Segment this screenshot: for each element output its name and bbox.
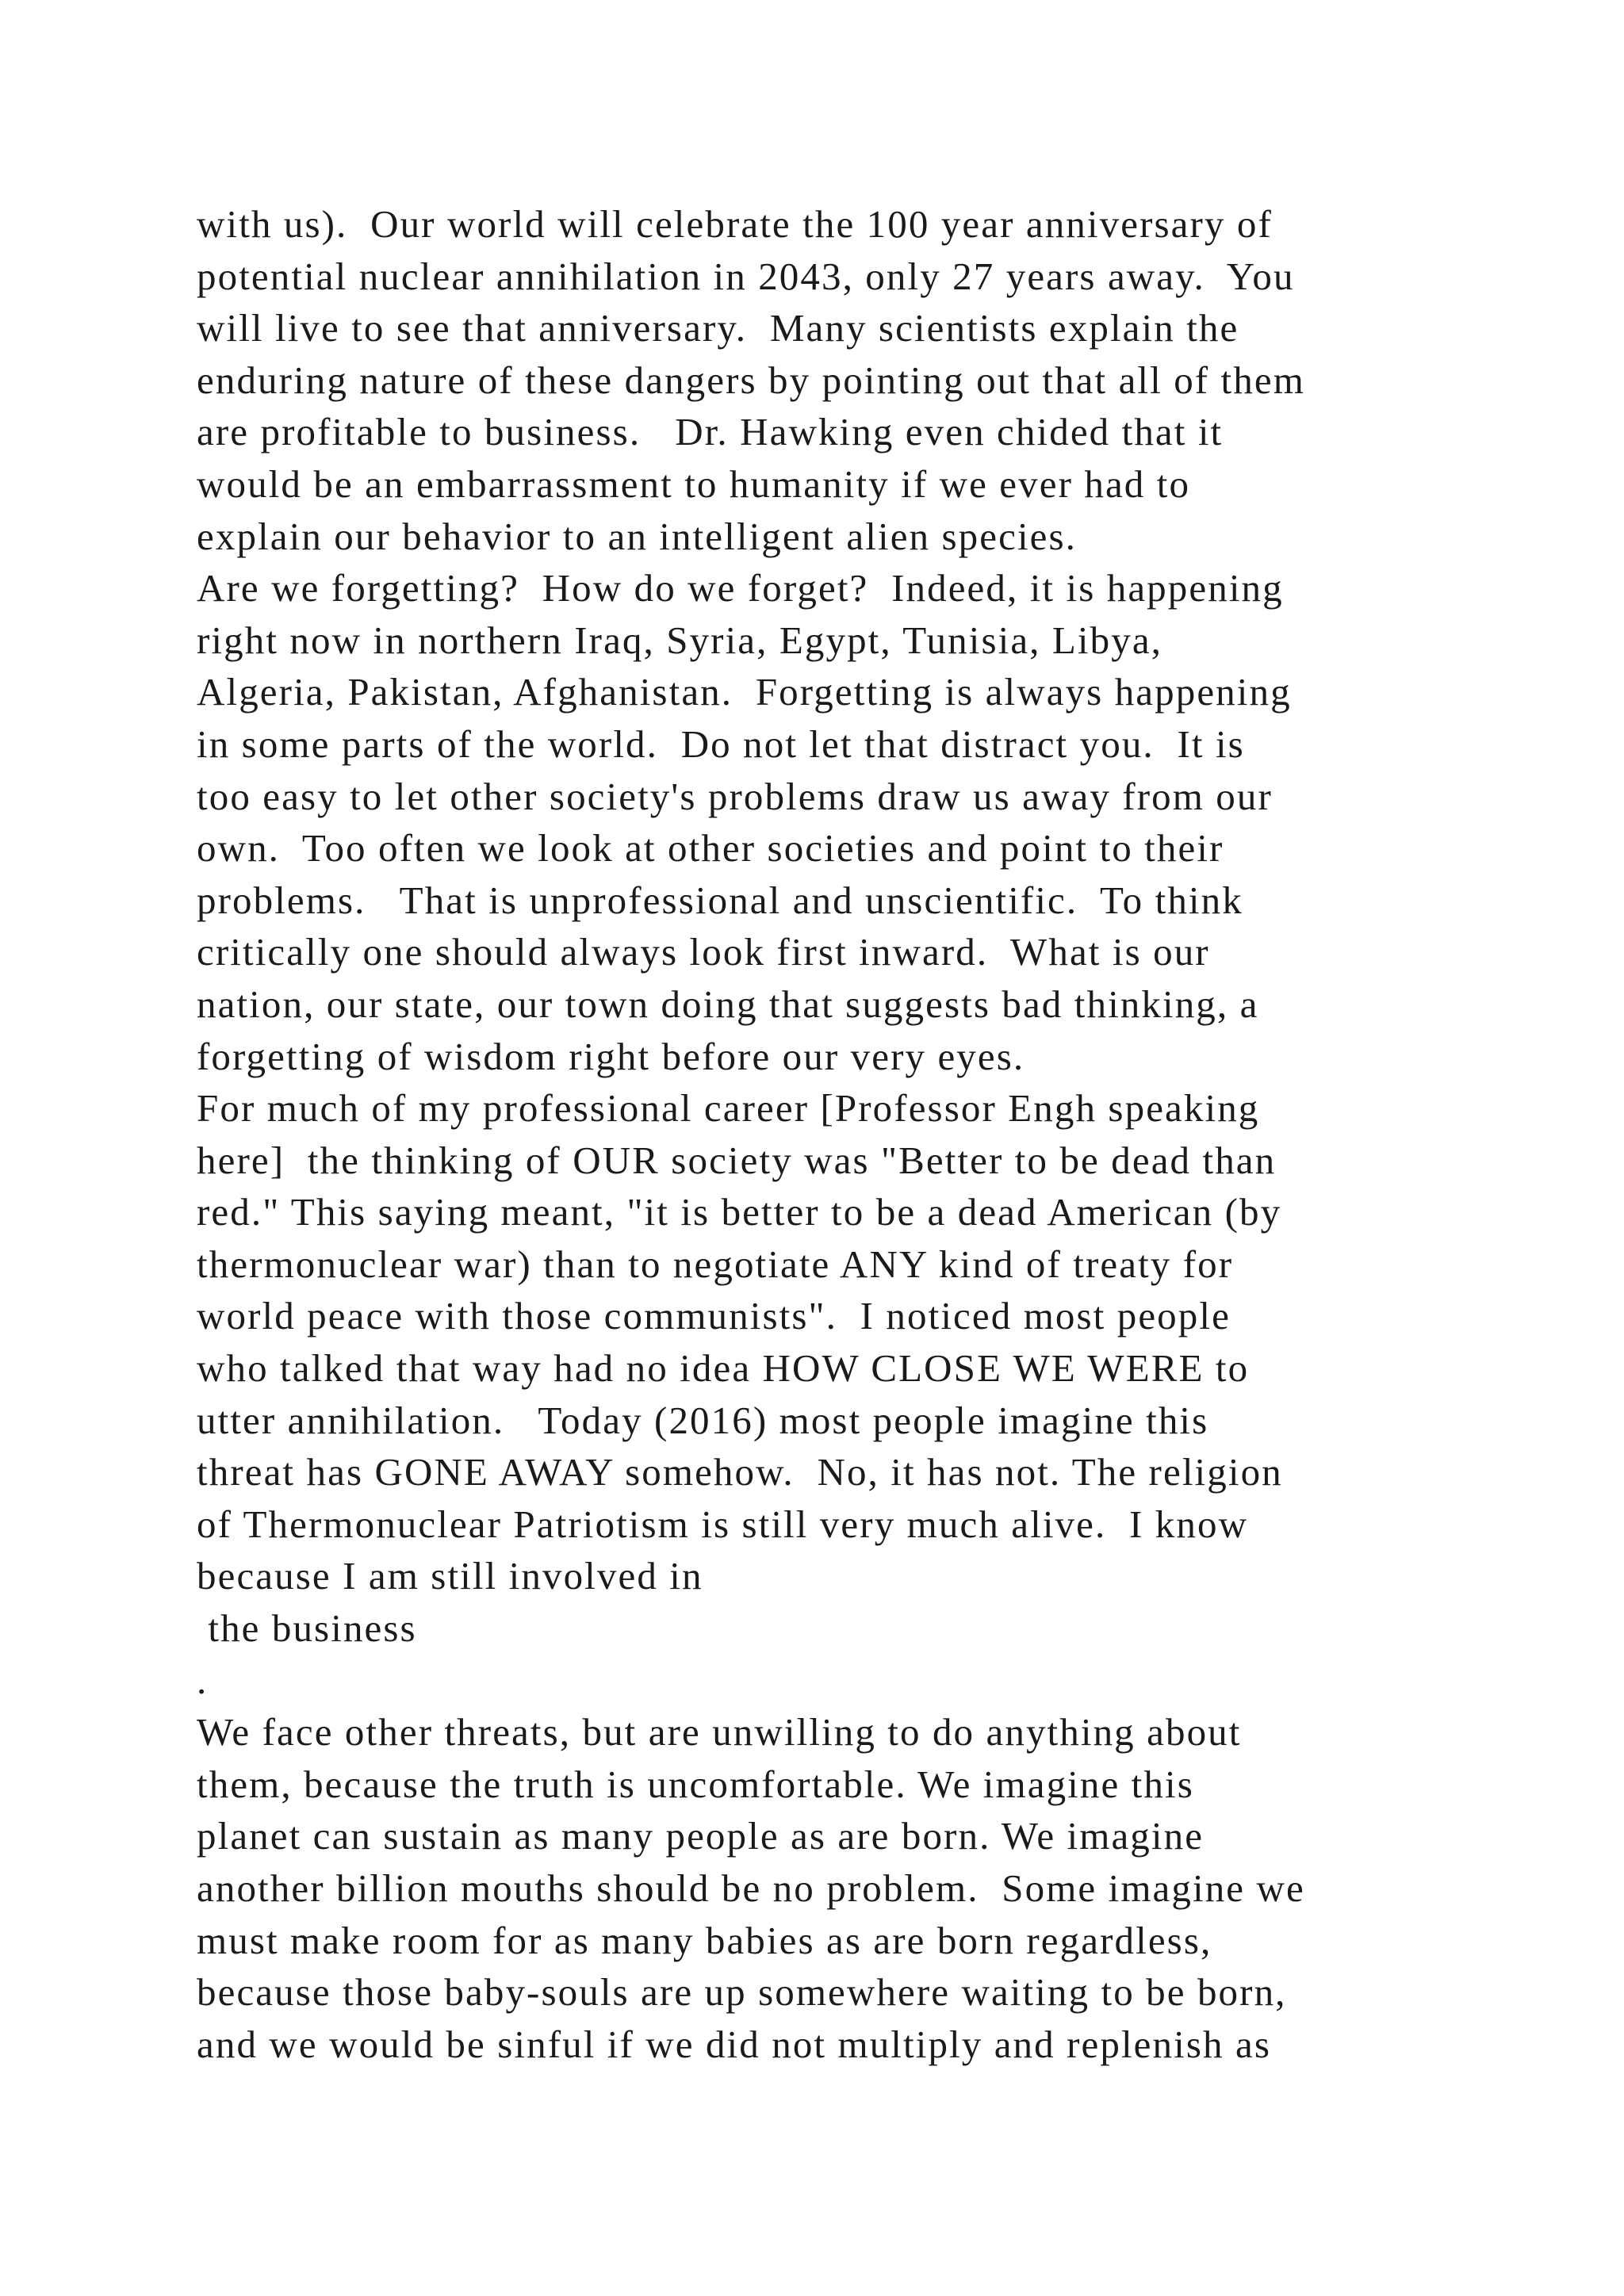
- text-line: We face other threats, but are unwilling to do anything about: [197, 1710, 1242, 1755]
- text-line: potential nuclear annihilation in 2043, only 27 years away. You: [197, 254, 1295, 298]
- text-line: own. Too often we look at other societies and point to their: [197, 826, 1224, 871]
- text-line: explain our behavior to an intelligent alien species.: [197, 514, 1078, 558]
- text-line: here] the thinking of OUR society was "Better to be dead than: [197, 1138, 1277, 1182]
- text-line: .: [197, 1658, 209, 1702]
- text-line: them, because the truth is uncomfortable. We imagine this: [197, 1762, 1194, 1806]
- text-line: For much of my professional career [Professor Engh speaking: [197, 1086, 1260, 1131]
- text-line: in some parts of the world. Do not let that distract you. It is: [197, 721, 1245, 766]
- text-line: right now in northern Iraq, Syria, Egypt, Tunisia, Libya,: [197, 618, 1163, 662]
- text-line: Are we forgetting? How do we forget? Indeed, it is happening: [197, 566, 1284, 610]
- text-line: Algeria, Pakistan, Afghanistan. Forgetting is always happening: [197, 670, 1292, 714]
- text-line: problems. That is unprofessional and unscientific. To think: [197, 878, 1243, 922]
- text-line: threat has GONE AWAY somehow. No, it has not. The religion: [197, 1450, 1283, 1494]
- text-line: who talked that way had no idea HOW CLOSE WE WERE to: [197, 1346, 1250, 1391]
- text-line: with us). Our world will celebrate the 100 year anniversary of: [197, 202, 1273, 246]
- text-line: forgetting of wisdom right before our very eyes.: [197, 1034, 1025, 1078]
- text-line: nation, our state, our town doing that suggests bad thinking, a: [197, 982, 1259, 1026]
- text-line: enduring nature of these dangers by pointing out that all of them: [197, 358, 1305, 402]
- text-line: would be an embarrassment to humanity if we ever had to: [197, 461, 1191, 506]
- text-line: planet can sustain as many people as are born. We imagine: [197, 1814, 1205, 1858]
- text-line: of Thermonuclear Patriotism is still very much alive. I know: [197, 1502, 1249, 1546]
- text-line: red." This saying meant, "it is better to be a dead American (by: [197, 1190, 1282, 1234]
- body-text: [197, 198, 1497, 2070]
- text-line: another billion mouths should be no problem. Some imagine we: [197, 1866, 1305, 1910]
- text-line: utter annihilation. Today (2016) most people imagine this: [197, 1398, 1209, 1442]
- text-line: world peace with those communists". I noticed most people: [197, 1294, 1231, 1338]
- text-line: will live to see that anniversary. Many scientists explain the: [197, 306, 1239, 350]
- text-line: and we would be sinful if we did not multiply and replenish as: [197, 2022, 1271, 2066]
- text-line: the business: [197, 1606, 417, 1651]
- text-line: because those baby-souls are up somewhere waiting to be born,: [197, 1970, 1287, 2015]
- text-line: too easy to let other society's problems draw us away from our: [197, 774, 1273, 818]
- text-line: are profitable to business. Dr. Hawking even chided that it: [197, 410, 1224, 454]
- text-line: thermonuclear war) than to negotiate ANY kind of treaty for: [197, 1242, 1234, 1286]
- text-line: must make room for as many babies as are born regardless,: [197, 1918, 1212, 1962]
- text-line: because I am still involved in: [197, 1554, 703, 1598]
- text-line: critically one should always look first inward. What is our: [197, 930, 1210, 974]
